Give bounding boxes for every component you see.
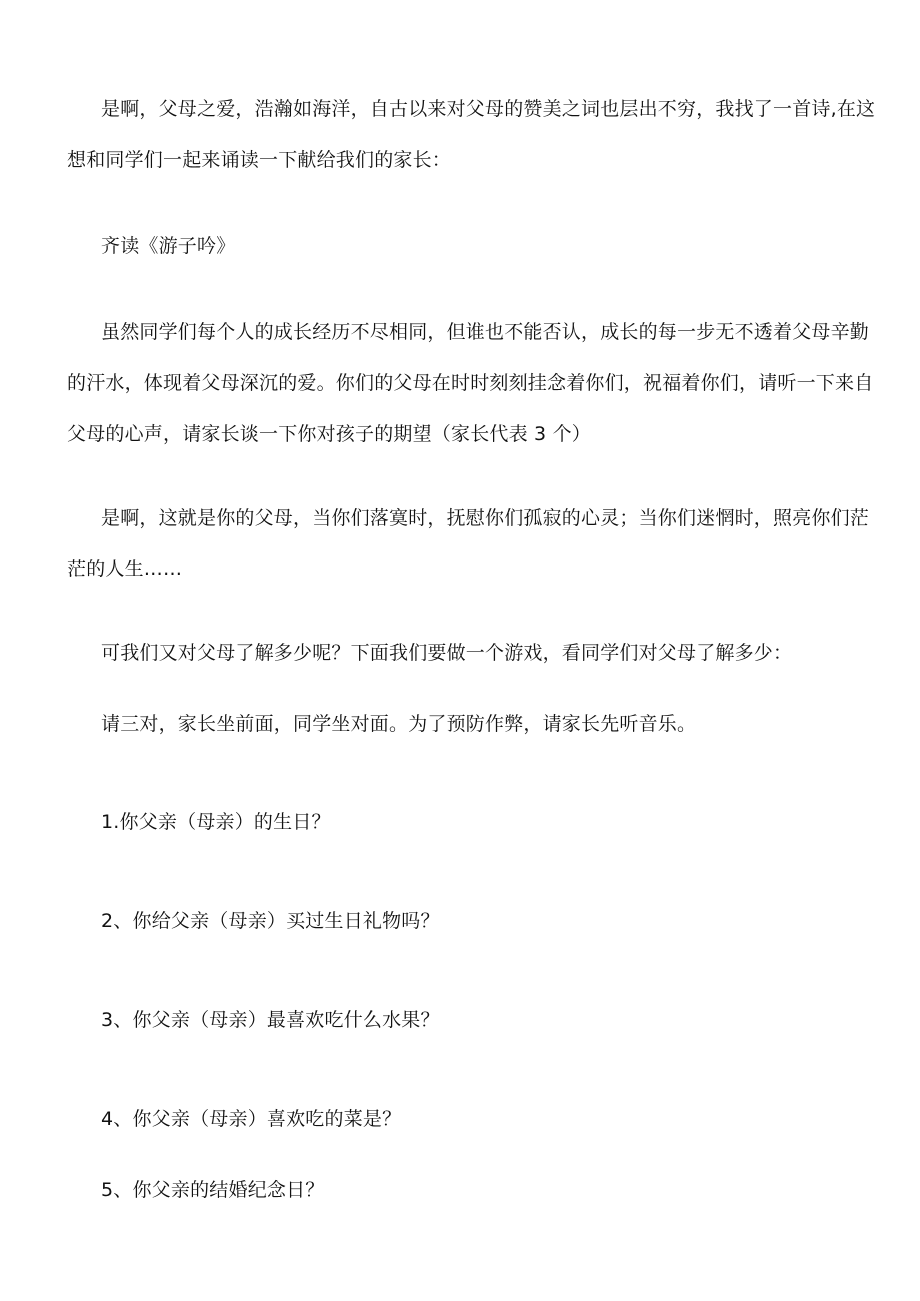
question-3: 3、你父亲（母亲）最喜欢吃什么水果？ bbox=[101, 1009, 440, 1031]
paragraph-game-setup: 请三对，家长坐前面，同学坐对面。为了预防作弊，请家长先听音乐。 bbox=[101, 713, 697, 735]
question-1: 1.你父亲（母亲）的生日？ bbox=[101, 811, 331, 833]
paragraph-comfort-line-1: 是啊，这就是你的父母，当你们落寞时，抚慰你们孤寂的心灵；当你们迷惘时，照亮你们茫 bbox=[101, 507, 870, 529]
paragraph-growth-line-1: 虽然同学们每个人的成长经历不尽相同，但谁也不能否认，成长的每一步无不透着父母辛勤 bbox=[101, 321, 870, 343]
question-5: 5、你父亲的结婚纪念日？ bbox=[101, 1179, 325, 1201]
question-2: 2、你给父亲（母亲）买过生日礼物吗？ bbox=[101, 910, 440, 932]
paragraph-game-intro: 可我们又对父母了解多少呢？下面我们要做一个游戏，看同学们对父母了解多少： bbox=[101, 642, 793, 664]
paragraph-growth-line-2: 的汗水，体现着父母深沉的爱。你们的父母在时时刻刻挂念着你们，祝福着你们，请听一下来自 bbox=[67, 372, 874, 394]
recite-poem-line: 齐读《游子吟》 bbox=[101, 235, 236, 257]
paragraph-comfort-line-2: 茫的人生…… bbox=[67, 558, 183, 580]
question-4: 4、你父亲（母亲）喜欢吃的菜是？ bbox=[101, 1108, 402, 1130]
paragraph-growth-line-3: 父母的心声，请家长谈一下你对孩子的期望（家长代表 3 个） bbox=[67, 423, 591, 445]
paragraph-parents-love-line-1: 是啊，父母之爱，浩瀚如海洋，自古以来对父母的赞美之词也层出不穷，我找了一首诗,在这 bbox=[101, 98, 876, 120]
paragraph-parents-love-line-2: 想和同学们一起来诵读一下献给我们的家长： bbox=[67, 149, 452, 171]
